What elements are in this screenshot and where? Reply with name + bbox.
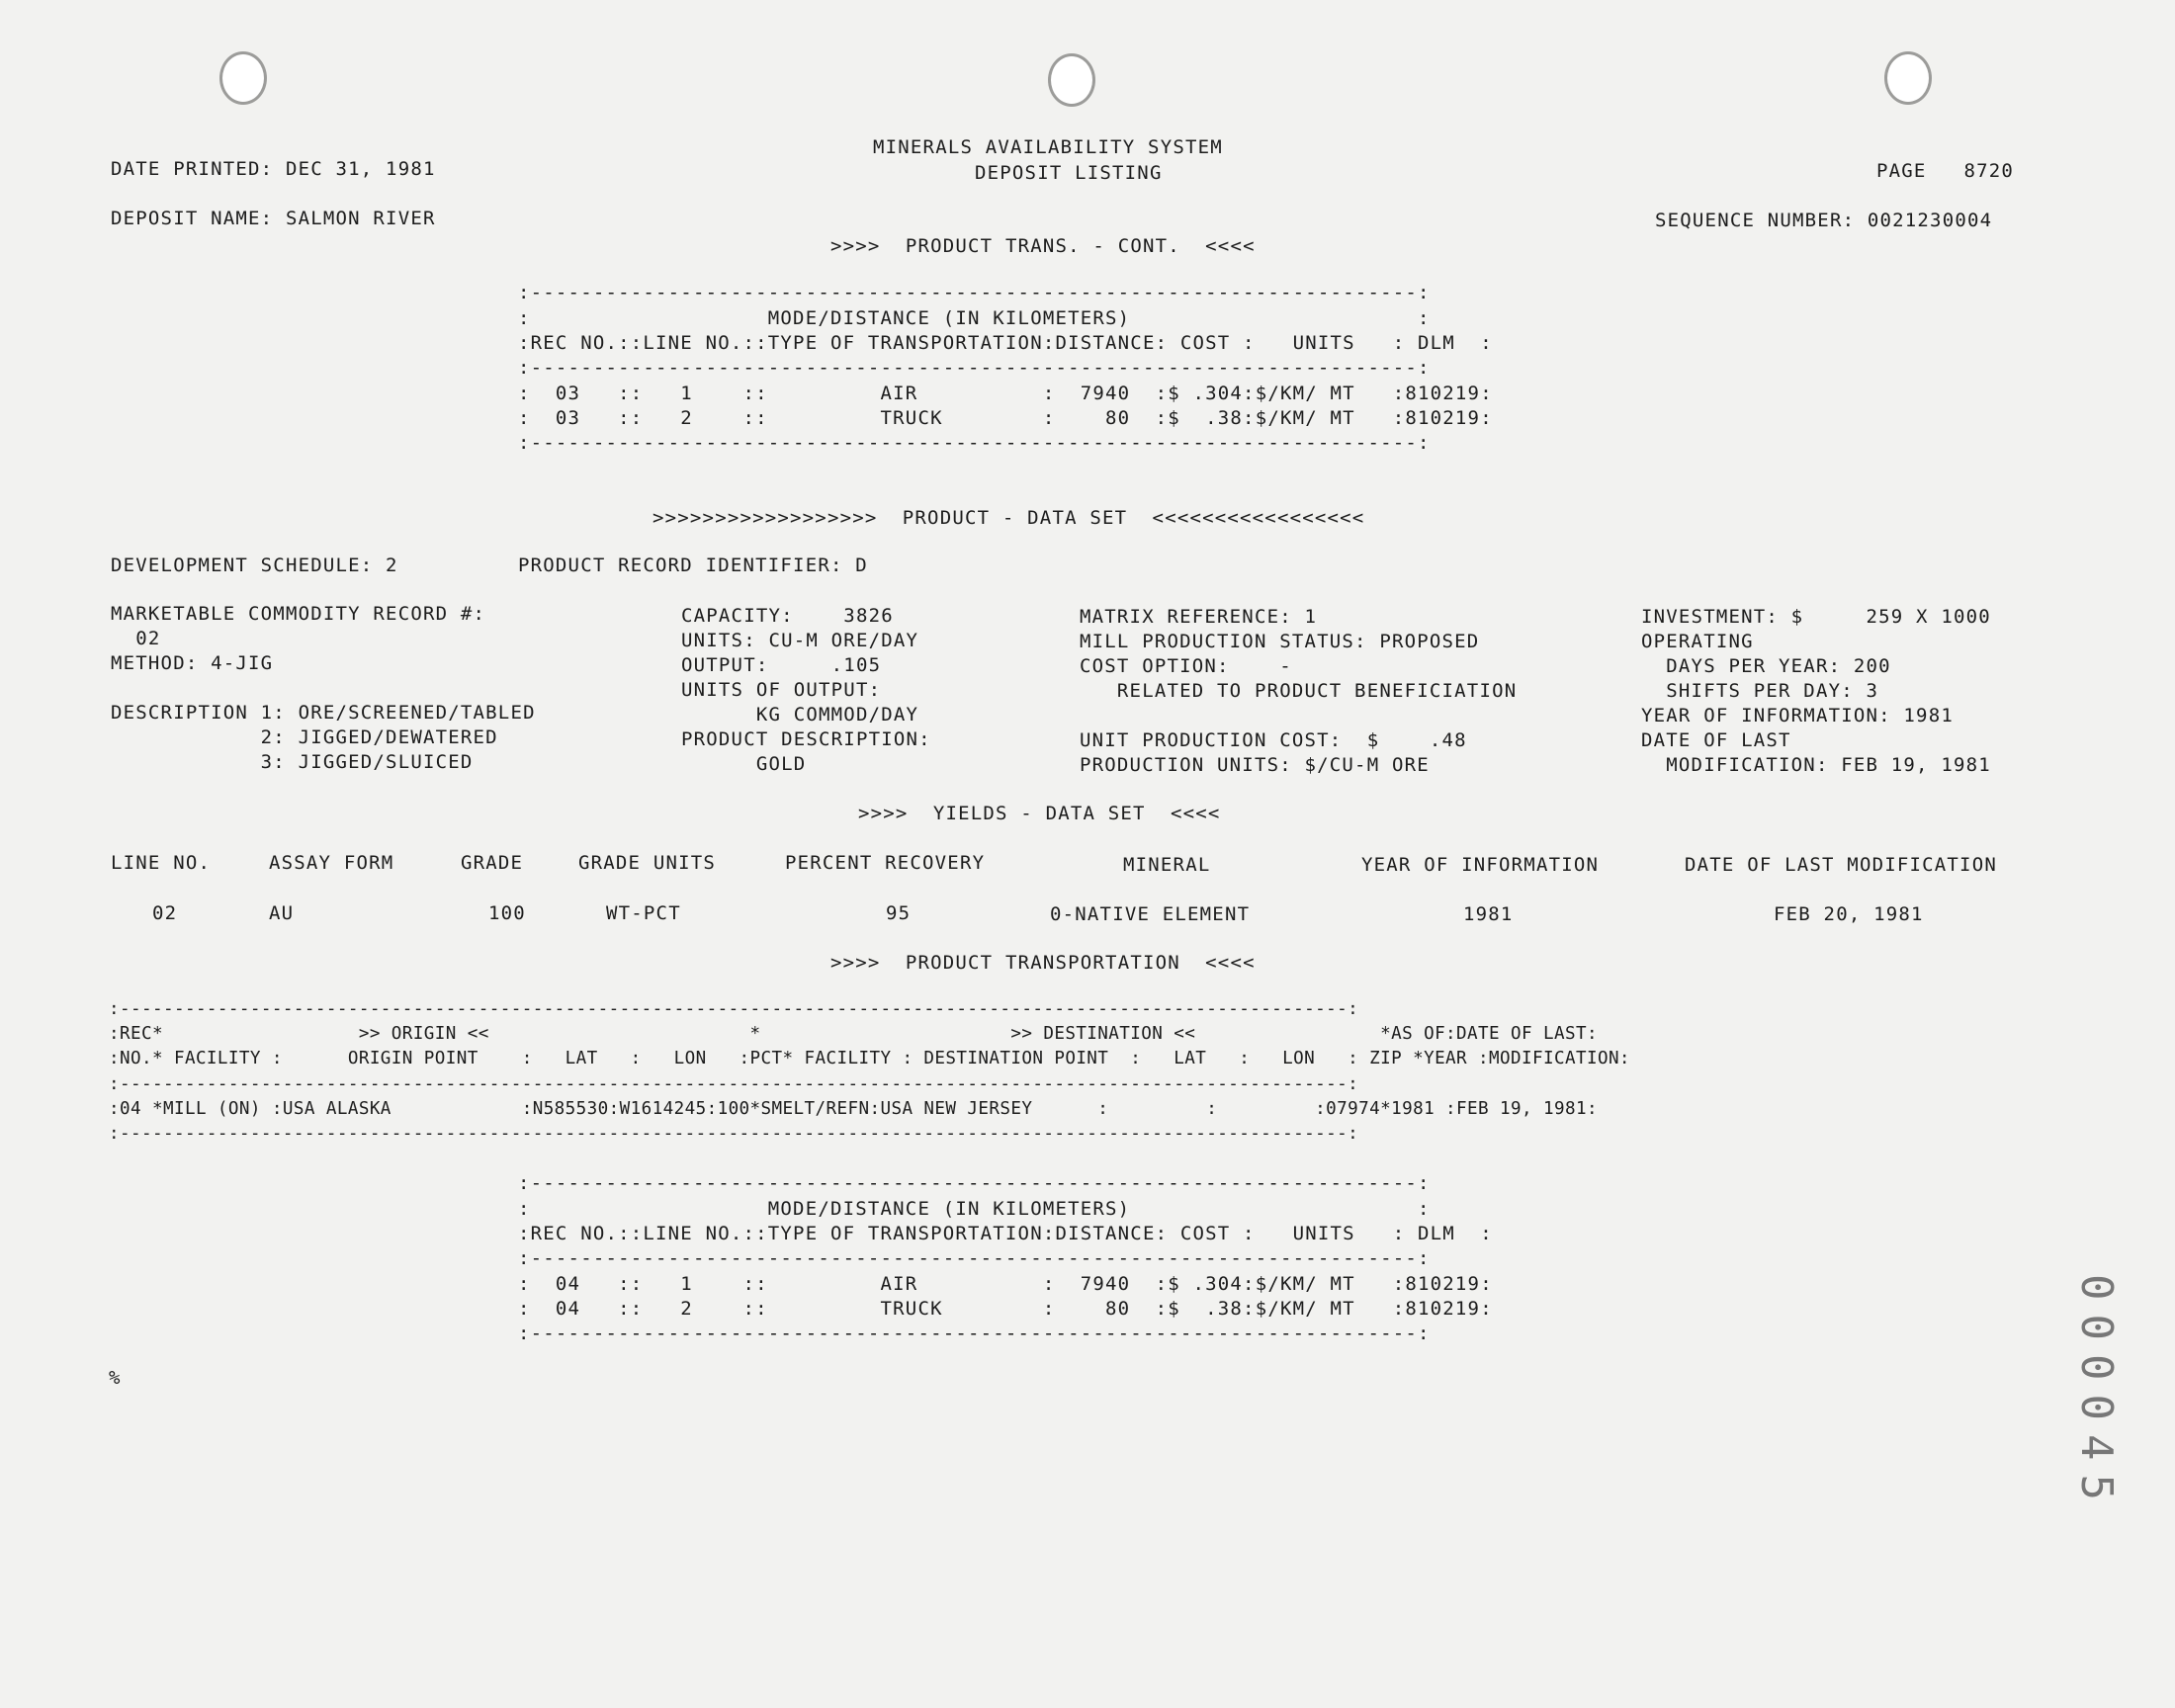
punch-hole-right (1884, 51, 1932, 105)
table-row: :-----------------------------------------------------------------------: (518, 1323, 1431, 1344)
page-number: PAGE 8720 (1876, 160, 2015, 182)
product-line: DATE OF LAST (1641, 729, 1791, 751)
sequence-number: SEQUENCE NUMBER: 0021230004 (1655, 210, 1993, 231)
yields-cell: AU (269, 902, 295, 924)
table-row: : 04 :: 1 :: AIR : 7940 :$ .304:$/KM/ MT :810219: (518, 1273, 1493, 1295)
yields-header: YEAR OF INFORMATION (1361, 854, 1600, 876)
product-line: RELATED TO PRODUCT BENEFICIATION (1080, 680, 1518, 702)
product-line: 2: JIGGED/DEWATERED (111, 726, 498, 748)
yields-cell: 95 (886, 902, 912, 924)
product-line: METHOD: 4-JIG (111, 652, 274, 674)
deposit-name: DEPOSIT NAME: SALMON RIVER (111, 208, 436, 229)
product-line: UNITS: CU-M ORE/DAY (681, 630, 919, 651)
product-line: OUTPUT: .105 (681, 654, 882, 676)
yields-header: DATE OF LAST MODIFICATION (1685, 854, 1997, 876)
table-row: :REC* >> ORIGIN << * >> DESTINATION << *AS OF:DATE OF LAST: (109, 1024, 1598, 1044)
product-line: UNIT PRODUCTION COST: $ .48 (1080, 729, 1467, 751)
table-row: :-----------------------------------------------------------------------: (518, 282, 1431, 303)
product-line: PRODUCTION UNITS: $/CU-M ORE (1080, 754, 1430, 776)
product-line: MODIFICATION: FEB 19, 1981 (1641, 754, 1991, 776)
table-row: :REC NO.::LINE NO.::TYPE OF TRANSPORTATION:DISTANCE: COST : UNITS : DLM : (518, 332, 1493, 354)
yields-header: GRADE (461, 852, 524, 874)
product-record-identifier: PRODUCT RECORD IDENTIFIER: D (518, 555, 868, 576)
product-line: YEAR OF INFORMATION: 1981 (1641, 705, 1954, 726)
yields-header: ASSAY FORM (269, 852, 394, 874)
date-printed: DATE PRINTED: DEC 31, 1981 (111, 158, 436, 180)
product-line: CAPACITY: 3826 (681, 605, 894, 627)
yields-cell: FEB 20, 1981 (1774, 903, 1924, 925)
product-line: UNITS OF OUTPUT: (681, 679, 882, 701)
listing-title: DEPOSIT LISTING (975, 162, 1163, 184)
product-line: GOLD (681, 753, 807, 775)
table-row: : MODE/DISTANCE (IN KILOMETERS) : (518, 307, 1431, 329)
yields-cell: 0-NATIVE ELEMENT (1050, 903, 1251, 925)
table-row: :NO.* FACILITY : ORIGIN POINT : LAT : LON :PCT* FACILITY : DESTINATION POINT : LAT : LON : ZIP *YEAR :MODIFICATION: (109, 1049, 1630, 1068)
product-line: INVESTMENT: $ 259 X 1000 (1641, 606, 1991, 628)
table-row: :-----------------------------------------------------------------------: (518, 1247, 1431, 1269)
table-row: :-----------------------------------------------------------------------------------------------------------------: (109, 1124, 1359, 1144)
section-product-data-set: >>>>>>>>>>>>>>>>>> PRODUCT - DATA SET <<<<<<<<<<<<<<<<< (652, 507, 1365, 529)
yields-cell: 100 (488, 902, 526, 924)
product-line: OPERATING (1641, 631, 1754, 652)
system-title: MINERALS AVAILABILITY SYSTEM (873, 136, 1223, 158)
product-line: MATRIX REFERENCE: 1 (1080, 606, 1318, 628)
table-row: :-----------------------------------------------------------------------------------------------------------------: (109, 999, 1359, 1019)
table-row: : MODE/DISTANCE (IN KILOMETERS) : (518, 1198, 1431, 1220)
product-line: PRODUCT DESCRIPTION: (681, 728, 931, 750)
section-product-trans-cont: >>>> PRODUCT TRANS. - CONT. <<<< (830, 235, 1256, 257)
table-row: : 04 :: 2 :: TRUCK : 80 :$ .38:$/KM/ MT :810219: (518, 1298, 1493, 1320)
section-product-transportation: >>>> PRODUCT TRANSPORTATION <<<< (830, 952, 1256, 974)
table-row: :04 *MILL (ON) :USA ALASKA :N585530:W1614245:100*SMELT/REFN:USA NEW JERSEY : : :07974*1981 :FEB 19, 1981: (109, 1099, 1598, 1119)
product-line: COST OPTION: - (1080, 655, 1292, 677)
yields-header: MINERAL (1123, 854, 1211, 876)
product-line: SHIFTS PER DAY: 3 (1641, 680, 1879, 702)
product-line: KG COMMOD/DAY (681, 704, 919, 726)
table-row: :-----------------------------------------------------------------------------------------------------------------: (109, 1074, 1359, 1094)
table-row: :REC NO.::LINE NO.::TYPE OF TRANSPORTATION:DISTANCE: COST : UNITS : DLM : (518, 1223, 1493, 1244)
punch-hole-left (219, 51, 267, 105)
table-row: :-----------------------------------------------------------------------: (518, 357, 1431, 379)
yields-cell: 02 (152, 902, 178, 924)
section-yields-data-set: >>>> YIELDS - DATA SET <<<< (858, 803, 1221, 824)
table-row: :-----------------------------------------------------------------------: (518, 432, 1431, 454)
table-row: : 03 :: 2 :: TRUCK : 80 :$ .38:$/KM/ MT :810219: (518, 407, 1493, 429)
product-line: DESCRIPTION 1: ORE/SCREENED/TABLED (111, 702, 536, 724)
yields-header: LINE NO. (111, 852, 212, 874)
punch-hole-center (1048, 53, 1095, 107)
table-row: : 03 :: 1 :: AIR : 7940 :$ .304:$/KM/ MT :810219: (518, 383, 1493, 404)
yields-cell: WT-PCT (606, 902, 681, 924)
product-line: 02 (111, 628, 161, 649)
yields-cell: 1981 (1463, 903, 1514, 925)
yields-header: PERCENT RECOVERY (785, 852, 986, 874)
footer-mark: % (109, 1367, 122, 1389)
product-line: 3: JIGGED/SLUICED (111, 751, 474, 773)
product-line: DAYS PER YEAR: 200 (1641, 655, 1891, 677)
yields-header: GRADE UNITS (578, 852, 717, 874)
product-line: MILL PRODUCTION STATUS: PROPOSED (1080, 631, 1480, 652)
development-schedule: DEVELOPMENT SCHEDULE: 2 (111, 555, 398, 576)
table-row: :-----------------------------------------------------------------------: (518, 1172, 1431, 1194)
page-stamp-number (2061, 1273, 2131, 1514)
page-stamp-text: 000045 (2070, 1273, 2122, 1514)
product-line: MARKETABLE COMMODITY RECORD #: (111, 603, 486, 625)
